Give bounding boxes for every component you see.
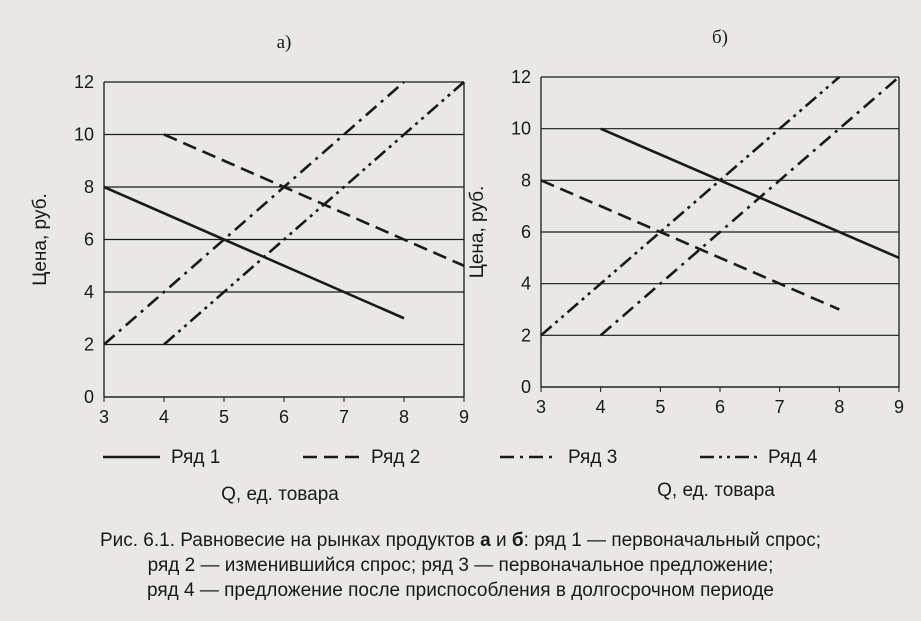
x-tick-label: 3 bbox=[535, 397, 547, 417]
x-tick-label: 8 bbox=[398, 407, 410, 427]
y-tick-label: 10 bbox=[73, 124, 94, 145]
x-tick-label: 4 bbox=[158, 407, 170, 427]
caption-line-2: ряд 2 — изменившийся спрос; ряд 3 — первоначальное предложение; bbox=[147, 555, 774, 576]
legend-label-4: Ряд 4 bbox=[768, 447, 818, 468]
caption-line-1 bbox=[0, 528, 921, 553]
y-tick-label: 2 bbox=[520, 325, 531, 346]
x-tick-label: 6 bbox=[714, 397, 726, 417]
series-line-1 bbox=[104, 187, 404, 318]
chart-title: а) bbox=[276, 32, 292, 53]
y-tick-label: 12 bbox=[510, 67, 531, 87]
legend bbox=[103, 447, 818, 468]
y-tick-label: 0 bbox=[83, 387, 94, 407]
caption-line-3: ряд 4 — предложение после приспособления в долгосрочном периоде bbox=[147, 580, 774, 601]
series-line-2 bbox=[164, 135, 464, 266]
legend-label-2: Ряд 2 bbox=[371, 447, 421, 468]
x-axis-label: Q, ед. товара bbox=[657, 480, 775, 501]
series-line-4 bbox=[541, 77, 839, 335]
legend-label-1: Ряд 1 bbox=[171, 447, 221, 468]
caption-text: : ряд 1 — первоначальный спрос; bbox=[523, 530, 822, 551]
series-line-4 bbox=[164, 82, 464, 345]
x-tick-label: 6 bbox=[278, 407, 290, 427]
x-tick-label: 5 bbox=[655, 397, 666, 417]
figure-caption bbox=[0, 528, 921, 603]
caption-text: и bbox=[490, 530, 512, 551]
chart-panel-b bbox=[467, 27, 904, 501]
y-tick-label: 4 bbox=[520, 273, 531, 294]
series-line-1 bbox=[601, 129, 899, 258]
chart-title: б) bbox=[712, 27, 728, 48]
y-axis-label: Цена, руб. bbox=[30, 193, 51, 286]
x-tick-label: 7 bbox=[338, 407, 350, 427]
legend-label-3: Ряд 3 bbox=[568, 447, 618, 468]
series-line-2 bbox=[541, 180, 839, 309]
y-tick-label: 8 bbox=[520, 170, 531, 191]
caption-bold-a: а bbox=[480, 530, 491, 551]
caption-bold-b: б bbox=[511, 530, 524, 551]
x-tick-label: 5 bbox=[218, 407, 230, 427]
x-tick-label: 4 bbox=[595, 397, 606, 417]
x-tick-label: 9 bbox=[458, 407, 470, 427]
y-tick-label: 6 bbox=[83, 229, 94, 250]
x-tick-label: 3 bbox=[98, 407, 110, 427]
y-tick-label: 4 bbox=[83, 282, 94, 302]
caption-text: Рис. 6.1. Равновесие на рынках продуктов bbox=[99, 530, 481, 551]
y-tick-label: 12 bbox=[73, 72, 94, 92]
x-tick-label: 9 bbox=[893, 397, 905, 417]
x-tick-label: 7 bbox=[774, 397, 785, 417]
chart-panel-a bbox=[30, 32, 469, 505]
x-tick-label: 8 bbox=[834, 397, 845, 417]
series-line-3 bbox=[104, 82, 404, 345]
y-tick-label: 0 bbox=[520, 377, 531, 397]
x-axis-label: Q, ед. товара bbox=[221, 484, 339, 505]
y-tick-label: 10 bbox=[510, 118, 531, 139]
y-tick-label: 6 bbox=[520, 222, 531, 242]
series-line-3 bbox=[601, 77, 899, 335]
y-tick-label: 2 bbox=[83, 334, 94, 355]
y-tick-label: 8 bbox=[83, 177, 94, 197]
y-axis-label: Цена, руб. bbox=[467, 185, 488, 279]
